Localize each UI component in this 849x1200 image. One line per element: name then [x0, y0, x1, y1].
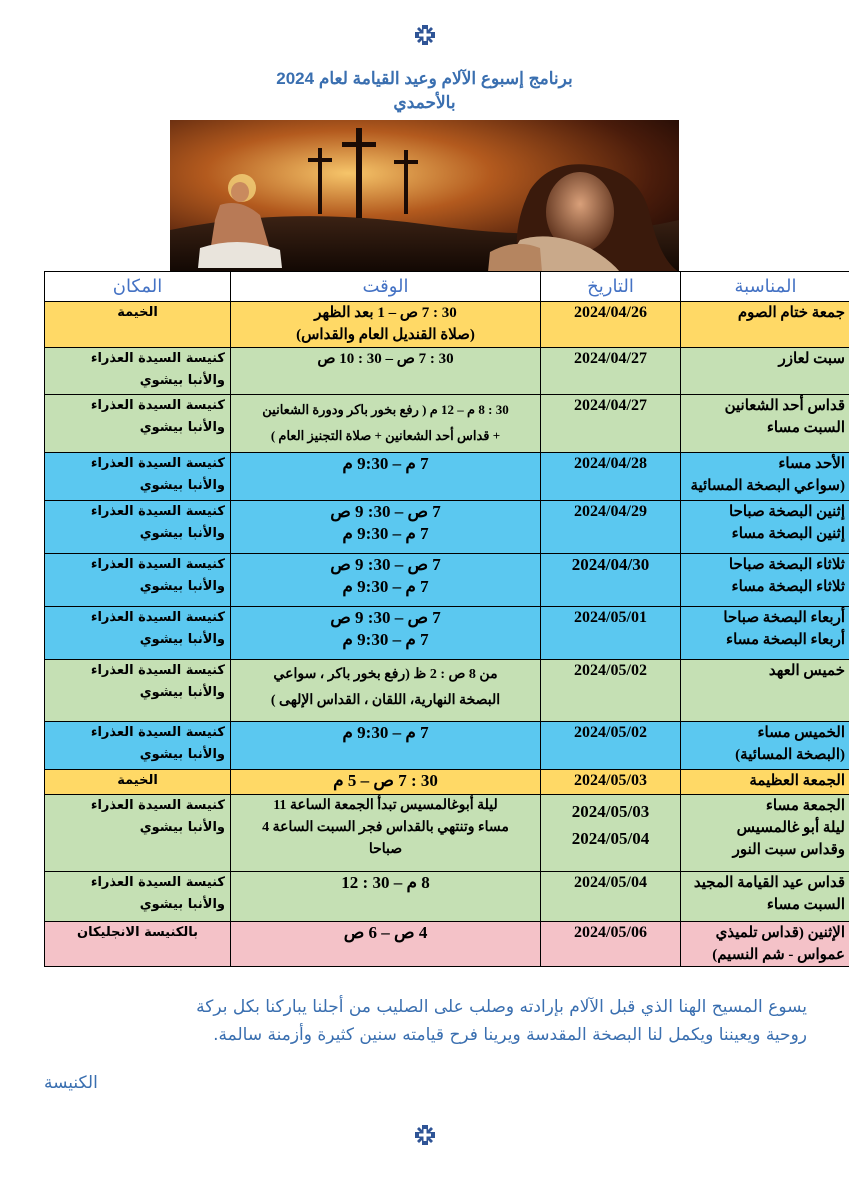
occasion-line: الإثنين (قداس تلميذي: [715, 925, 845, 941]
occasion-line: ليلة أبو غالمسيس: [736, 820, 845, 836]
table-row: [45, 922, 849, 967]
table-row: [45, 302, 849, 348]
place-cell: [45, 872, 231, 922]
occasion-cell: [681, 795, 849, 872]
time-cell: [231, 795, 541, 872]
date-cell: [541, 554, 681, 607]
closing-blessing: [80, 993, 807, 1049]
date-cell: [541, 348, 681, 395]
occasion-line: الخميس مساء: [757, 725, 845, 741]
place-line: كنيسة السيدة العذراء: [90, 504, 225, 519]
date-line: 2024/04/29: [574, 503, 647, 520]
schedule-table: [44, 271, 849, 967]
place-cell: [45, 554, 231, 607]
place-line: كنيسة السيدة العذراء: [90, 663, 225, 678]
place-line: والأنبا بيشوي: [139, 478, 225, 493]
coptic-cross-icon: [414, 1124, 436, 1146]
header-place: المكان: [45, 272, 231, 302]
occasion-line: أربعاء البصخة صباحا: [723, 610, 845, 626]
occasion-cell: [681, 453, 849, 501]
place-line: الخيمة: [117, 773, 158, 788]
time-line: 7 م – 9:30 م: [342, 524, 429, 543]
table-row: [45, 872, 849, 922]
header-date: التاريخ: [541, 272, 681, 302]
time-cell: [231, 922, 541, 967]
place-line: كنيسة السيدة العذراء: [90, 875, 225, 890]
table-row: [45, 395, 849, 453]
occasion-line: الأحد مساء: [778, 456, 845, 472]
time-line: 8 م – 30 : 12: [341, 873, 430, 892]
time-line: 30 : 7 ص – 30 : 10 ص: [317, 351, 454, 367]
time-line: 7 م – 9:30 م: [342, 723, 429, 742]
place-cell: [45, 453, 231, 501]
place-line: والأنبا بيشوي: [139, 747, 225, 762]
occasion-cell: [681, 872, 849, 922]
time-line: (صلاة القنديل العام والقداس): [296, 327, 475, 343]
occasion-line: قداس عيد القيامة المجيد: [693, 875, 845, 891]
place-cell: [45, 501, 231, 554]
time-line: مساء وتنتهي بالقداس فجر السبت الساعة 4: [262, 820, 509, 835]
time-cell: [231, 501, 541, 554]
header-occasion: المناسبة: [681, 272, 849, 302]
table-row: [45, 501, 849, 554]
time-line: 7 م – 9:30 م: [342, 577, 429, 596]
place-cell: [45, 607, 231, 660]
date-cell: [541, 660, 681, 722]
date-cell: [541, 770, 681, 795]
date-cell: [541, 722, 681, 770]
date-line: 2024/05/04: [571, 829, 650, 848]
time-line: البصخة النهارية، اللقان ، القداس الإلهى ): [270, 693, 501, 708]
place-line: والأنبا بيشوي: [139, 420, 225, 435]
time-line: 7 ص – 30: 9 ص: [330, 608, 441, 627]
table-header-row: [45, 272, 849, 302]
place-line: والأنبا بيشوي: [139, 820, 225, 835]
closing-line: يسوع المسيح الهنا الذي قبل الآلام بإرادته وصلب على الصليب من أجلنا يباركنا بكل بركة: [196, 997, 807, 1017]
place-cell: [45, 302, 231, 348]
date-line: 2024/05/02: [574, 662, 647, 679]
occasion-line: (البصخة المسائية): [735, 747, 845, 763]
table-row: [45, 348, 849, 395]
time-line: صباحا: [368, 842, 403, 857]
place-line: والأنبا بيشوي: [139, 579, 225, 594]
place-line: كنيسة السيدة العذراء: [90, 398, 225, 413]
signature: الكنيسة: [44, 1073, 98, 1093]
time-cell: [231, 302, 541, 348]
place-line: والأنبا بيشوي: [139, 632, 225, 647]
place-line: والأنبا بيشوي: [139, 897, 225, 912]
place-cell: [45, 348, 231, 395]
time-line: 7 م – 9:30 م: [342, 630, 429, 649]
closing-line: روحية ويعيننا ويكمل لنا البصخة المقدسة ويرينا فرح قيامته سنين كثيرة وأزمنة سالمة.: [213, 1025, 807, 1045]
occasion-line: خميس العهد: [768, 663, 845, 679]
date-line: 2024/05/03: [574, 772, 647, 789]
table-row: [45, 607, 849, 660]
date-cell: [541, 501, 681, 554]
date-line: 2024/05/02: [574, 724, 647, 741]
place-line: كنيسة السيدة العذراء: [90, 798, 225, 813]
date-line: 2024/04/27: [574, 350, 647, 367]
header-time: الوقت: [231, 272, 541, 302]
time-cell: [231, 660, 541, 722]
occasion-line: السبت مساء: [766, 897, 845, 913]
occasion-cell: [681, 607, 849, 660]
time-line: 4 ص – 6 ص: [343, 923, 428, 942]
occasion-line: وقداس سبت النور: [732, 842, 845, 858]
date-cell: [541, 395, 681, 453]
place-line: كنيسة السيدة العذراء: [90, 557, 225, 572]
date-line: 2024/05/04: [574, 874, 647, 891]
occasion-line: ثلاثاء البصخة صباحا: [728, 557, 845, 573]
time-cell: [231, 607, 541, 660]
time-cell: [231, 872, 541, 922]
time-cell: [231, 395, 541, 453]
occasion-cell: [681, 770, 849, 795]
date-cell: [541, 453, 681, 501]
time-line: 30 : 7 ص – 5 م: [333, 771, 438, 790]
time-line: + قداس أحد الشعانين + صلاة التجنيز العام ): [270, 428, 501, 443]
occasion-line: ثلاثاء البصخة مساء: [731, 579, 845, 595]
occasion-line: أربعاء البصخة مساء: [726, 632, 845, 648]
time-line: 7 ص – 30: 9 ص: [330, 555, 441, 574]
time-line: ليلة أبوغالمسيس تبدأ الجمعة الساعة 11: [273, 798, 498, 813]
table-row: [45, 554, 849, 607]
table-row: [45, 770, 849, 795]
time-line: 7 م – 9:30 م: [342, 454, 429, 473]
coptic-cross-icon: [414, 24, 436, 46]
place-line: والأنبا بيشوي: [139, 373, 225, 388]
occasion-cell: [681, 554, 849, 607]
occasion-cell: [681, 922, 849, 967]
place-cell: [45, 922, 231, 967]
table-row: [45, 722, 849, 770]
occasion-line: إثنين البصخة مساء: [731, 526, 845, 542]
date-line: 2024/04/28: [574, 455, 647, 472]
occasion-cell: [681, 348, 849, 395]
time-cell: [231, 453, 541, 501]
date-cell: [541, 302, 681, 348]
occasion-line: إثنين البصخة صباحا: [729, 504, 845, 520]
time-line: 30 : 8 م – 12 م ( رفع بخور باكر ودورة الشعانين: [262, 402, 509, 417]
place-cell: [45, 795, 231, 872]
occasion-line: جمعة ختام الصوم: [737, 305, 845, 321]
occasion-line: عمواس - شم النسيم): [712, 947, 845, 963]
occasion-cell: [681, 660, 849, 722]
date-line: 2024/04/30: [571, 555, 650, 574]
place-line: كنيسة السيدة العذراء: [90, 456, 225, 471]
place-line: كنيسة السيدة العذراء: [90, 610, 225, 625]
date-line: 2024/04/26: [574, 304, 647, 321]
time-line: 7 ص – 30: 9 ص: [330, 502, 441, 521]
date-cell: [541, 795, 681, 872]
occasion-cell: [681, 501, 849, 554]
time-cell: [231, 554, 541, 607]
occasion-line: (سواعي البصخة المسائية: [690, 478, 845, 494]
place-line: كنيسة السيدة العذراء: [90, 725, 225, 740]
date-cell: [541, 922, 681, 967]
occasion-line: الجمعة مساء: [765, 798, 845, 814]
date-line: 2024/05/06: [574, 924, 647, 941]
date-cell: [541, 872, 681, 922]
table-row: [45, 453, 849, 501]
page-subtitle: بالأحمدي: [393, 93, 456, 112]
time-line: من 8 ص : 2 ظ (رفع بخور باكر ، سواعي: [273, 667, 498, 682]
occasion-line: السبت مساء: [766, 420, 845, 436]
occasion-line: سبت لعازر: [778, 351, 845, 367]
occasion-cell: [681, 722, 849, 770]
date-cell: [541, 607, 681, 660]
time-cell: [231, 722, 541, 770]
time-line: 30 : 7 ص – 1 بعد الظهر: [314, 305, 457, 321]
table-row: [45, 660, 849, 722]
place-cell: [45, 395, 231, 453]
place-cell: [45, 770, 231, 795]
place-cell: [45, 660, 231, 722]
table-row: [45, 795, 849, 872]
page-title: برنامج إسبوع الآلام وعيد القيامة لعام 2024: [276, 69, 573, 88]
occasion-line: قداس أحد الشعانين: [724, 398, 845, 414]
date-line: 2024/05/03: [571, 802, 650, 821]
place-cell: [45, 722, 231, 770]
place-line: والأنبا بيشوي: [139, 685, 225, 700]
crucifixion-banner-image: [170, 120, 679, 272]
place-line: كنيسة السيدة العذراء: [90, 351, 225, 366]
occasion-line: الجمعة العظيمة: [749, 773, 845, 789]
place-line: بالكنيسة الانجليكان: [77, 925, 198, 940]
date-line: 2024/04/27: [574, 397, 647, 414]
date-line: 2024/05/01: [574, 609, 647, 626]
place-line: والأنبا بيشوي: [139, 526, 225, 541]
time-cell: [231, 348, 541, 395]
time-cell: [231, 770, 541, 795]
occasion-cell: [681, 395, 849, 453]
occasion-cell: [681, 302, 849, 348]
place-line: الخيمة: [117, 305, 158, 320]
